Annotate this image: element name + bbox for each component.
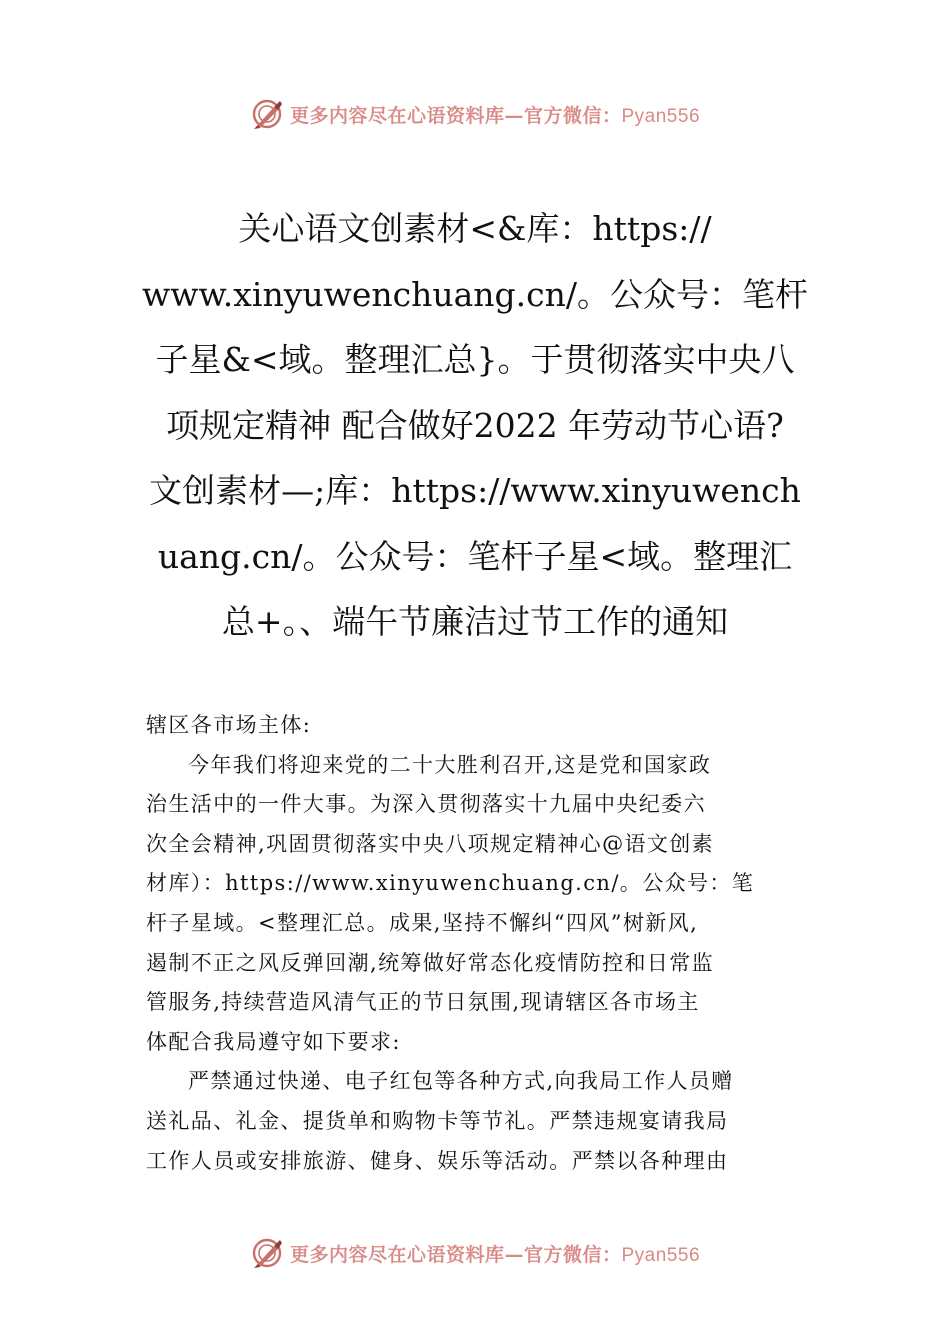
text-line: 严禁通过快递、电子红包等各种方式,向我局工作人员赠 (188, 1069, 734, 1094)
pen-logo-icon (250, 1236, 284, 1270)
text-line: 杆子星域。<整理汇总。成果,坚持不懈纠“四风”树新风, (146, 910, 699, 935)
text-line: 今年我们将迎来党的二十大胜利召开,这是党和国家政 (188, 752, 712, 777)
text-line: 次全会精神,巩固贯彻落实中央八项规定精神心@语文创素 (146, 831, 715, 856)
banner-wechat-id: Pyan556 (621, 1244, 701, 1266)
text-line: 辖区各市场主体: (146, 713, 312, 737)
text-line: 管服务,持续营造风清气正的节日氛围,现请辖区各市场主 (146, 990, 700, 1015)
pen-logo-icon (250, 97, 284, 131)
document-title (140, 196, 810, 655)
banner-wechat-id: Pyan556 (621, 105, 701, 127)
text-line: 治生活中的一件大事。为深入贯彻落实十九届中央纪委六 (146, 792, 706, 817)
text-line: 遏制不正之风反弹回潮,统筹做好常态化疫情防控和日常监 (146, 950, 715, 975)
banner-text: 更多内容尽在心语资料库—官方微信： (289, 1243, 622, 1266)
text-line: 材库）：https://www.xinyuwenchuang.cn/。公众号：笔 (146, 871, 755, 896)
title-line: 项规定精神 配合做好2022 年劳动节心语? (166, 405, 784, 445)
title-line: 文创素材—;库：https://www.xinyuwench (149, 471, 801, 510)
paragraph-1 (146, 746, 810, 1063)
paragraph-2 (146, 1062, 810, 1181)
title-line: 总+。、端午节廉洁过节工作的通知 (221, 602, 729, 641)
text-line: 送礼品、礼金、提货单和购物卡等节礼。严禁违规宴请我局 (146, 1108, 729, 1133)
title-line: 子星&<域。整理汇总}。于贯彻落实中央八 (155, 340, 795, 379)
header-banner (0, 94, 950, 134)
salutation (146, 706, 810, 746)
banner-text: 更多内容尽在心语资料库—官方微信： (289, 104, 622, 127)
title-line: 关心语文创素材<&库：https:// (238, 209, 712, 248)
document-body (146, 706, 810, 1181)
title-line: www.xinyuwenchuang.cn/。公众号：笔杆 (141, 274, 809, 314)
text-line: 工作人员或安排旅游、健身、娱乐等活动。严禁以各种理由 (146, 1148, 729, 1173)
footer-banner (0, 1233, 950, 1273)
text-line: 体配合我局遵守如下要求: (146, 1029, 401, 1054)
title-line: uang.cn/。公众号：笔杆子星<域。整理汇 (157, 536, 793, 576)
